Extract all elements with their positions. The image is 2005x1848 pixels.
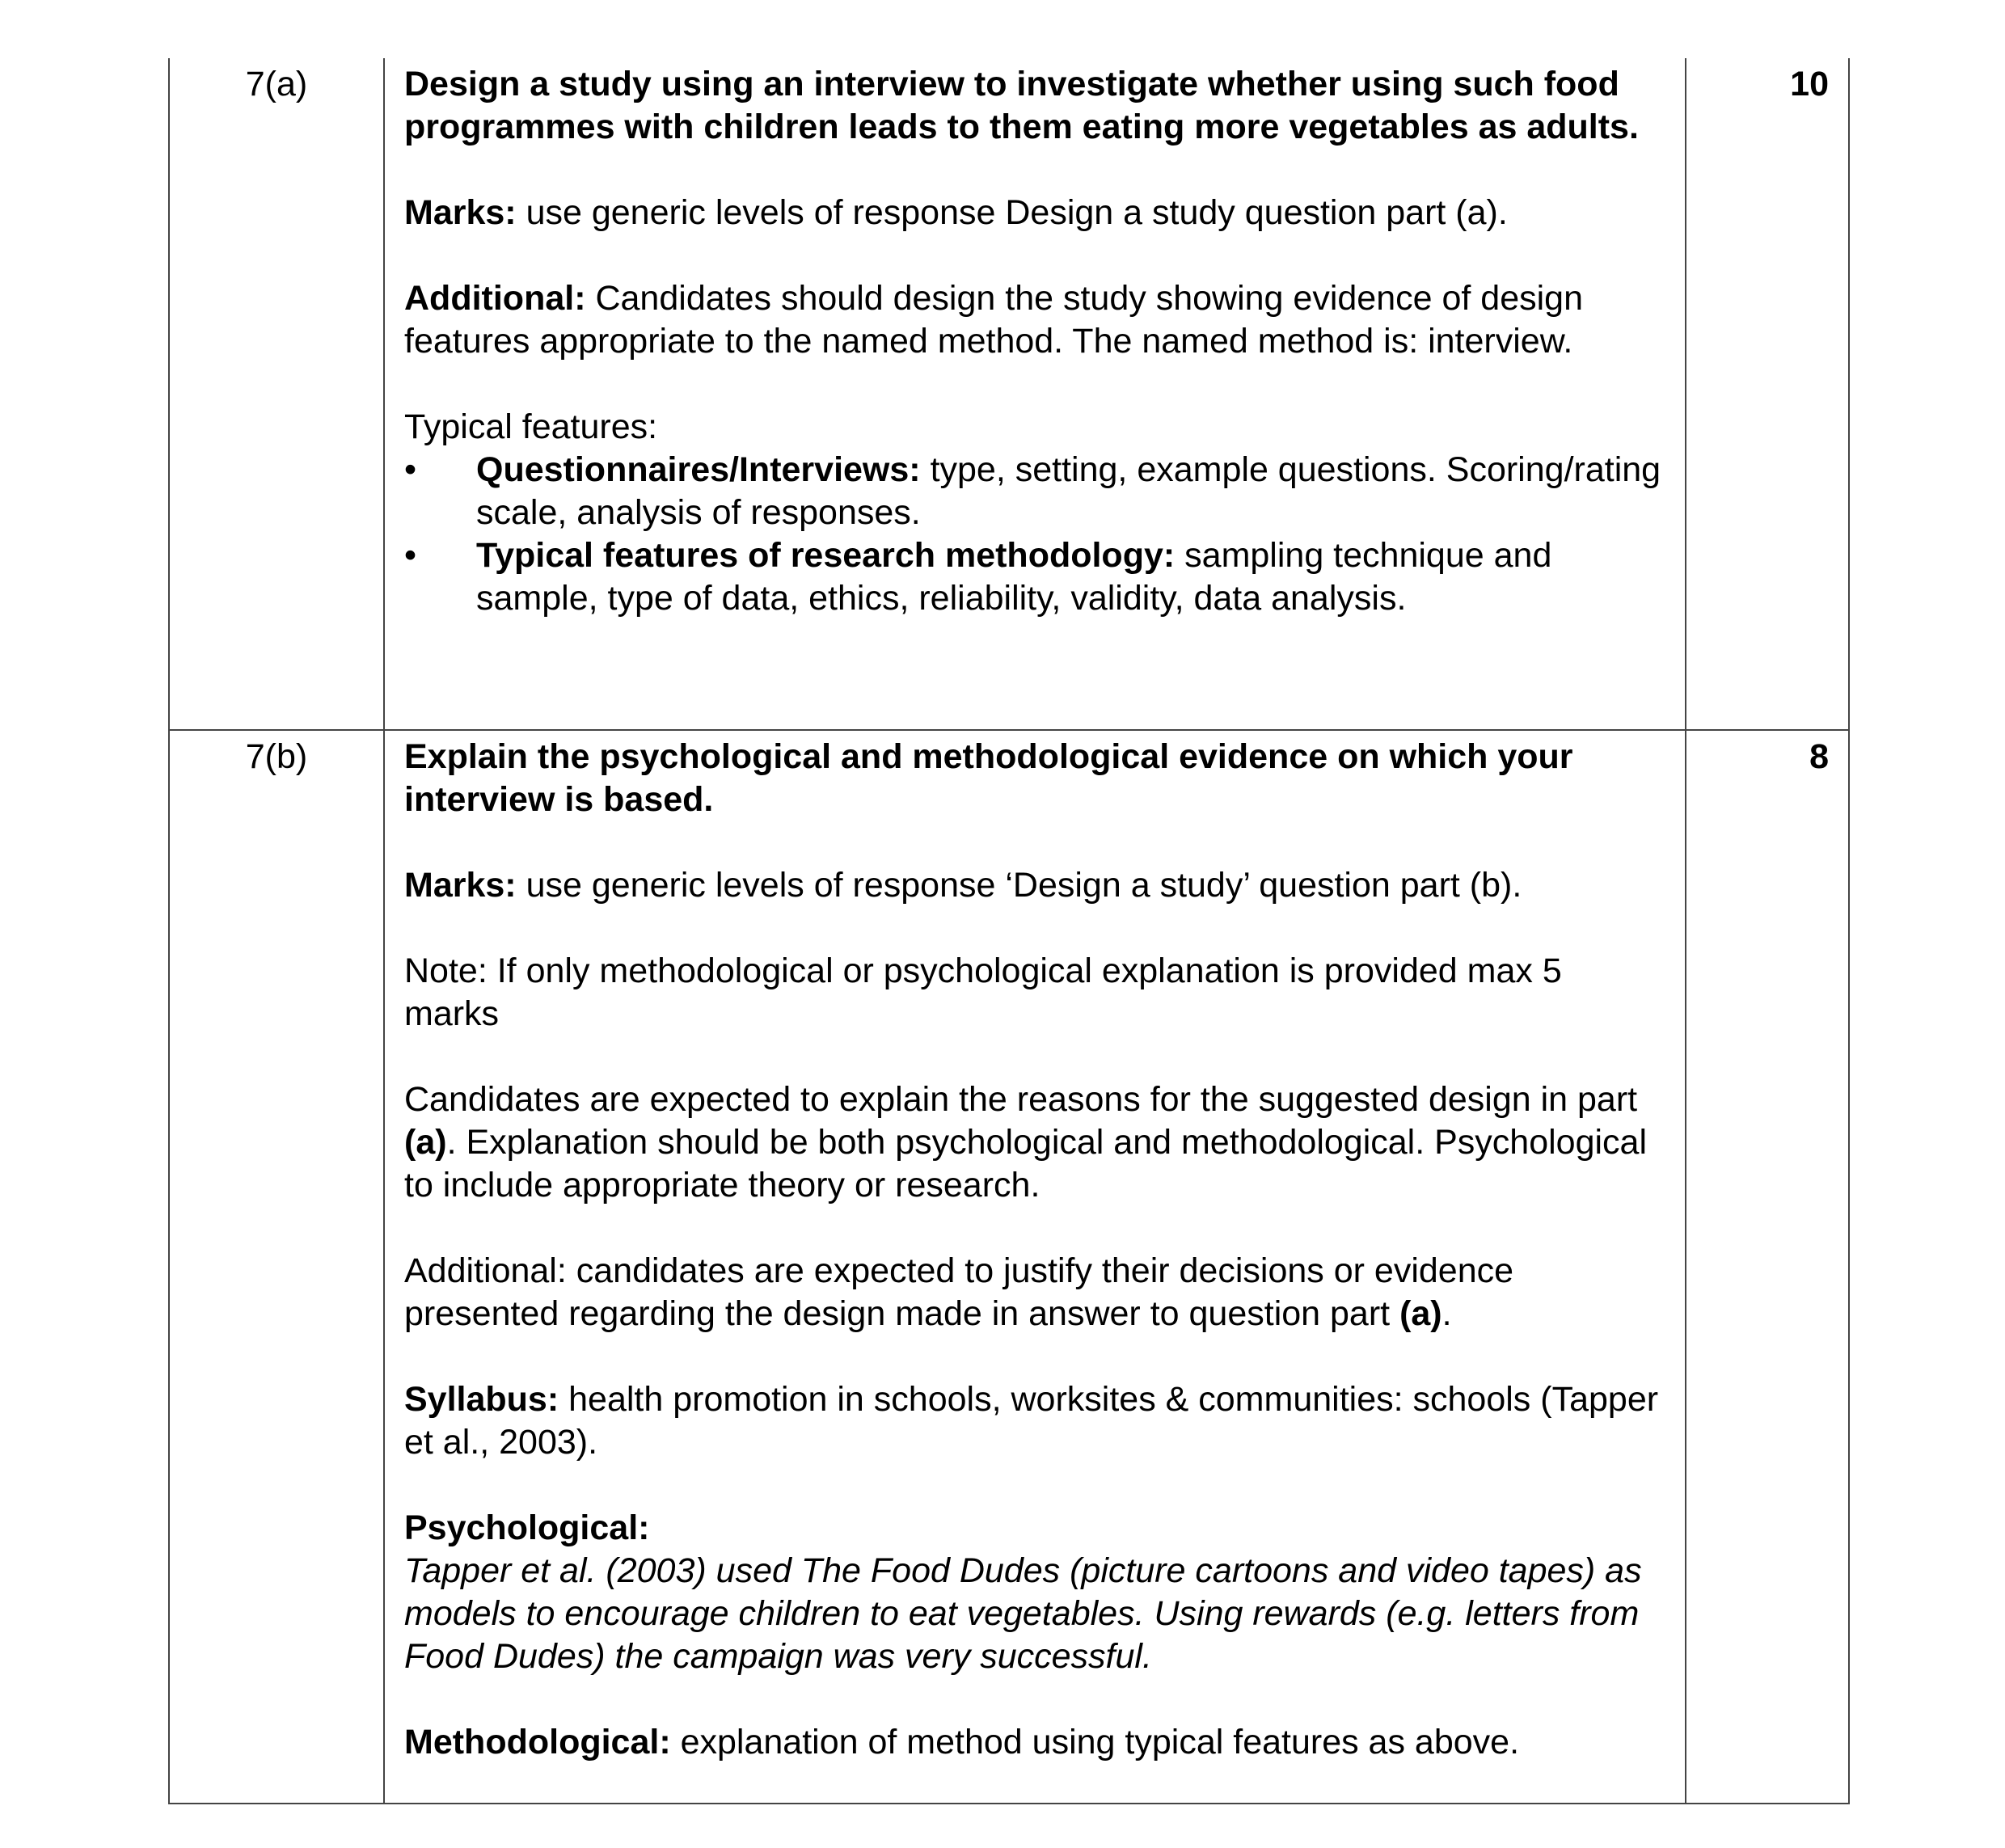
marks-text: use generic levels of response ‘Design a study’ question part (b). bbox=[516, 866, 1522, 905]
psychological-label: Psychological: bbox=[404, 1508, 650, 1547]
table-row-7a bbox=[169, 58, 1849, 730]
question-prompt: Explain the psychological and methodological evidence on which your interview is based. bbox=[404, 737, 1573, 819]
expected-part-ref: (a) bbox=[404, 1123, 447, 1162]
marks-note bbox=[404, 864, 1665, 907]
question-number: 7(a) bbox=[169, 58, 384, 730]
max-marks-note: Note: If only methodological or psychological explanation is provided max 5 marks bbox=[404, 951, 1562, 1033]
syllabus-label: Syllabus: bbox=[404, 1380, 559, 1419]
marks-label: Marks: bbox=[404, 193, 517, 232]
additional-note bbox=[404, 277, 1665, 363]
additional-label: Additional: bbox=[404, 279, 586, 318]
typical-features-list bbox=[404, 449, 1665, 620]
additional-pre: Additional: candidates are expected to justify their decisions or evidence presented regarding the design made in answer to question part bbox=[404, 1251, 1514, 1333]
list-item bbox=[404, 534, 1665, 620]
methodological-label: Methodological: bbox=[404, 1723, 671, 1762]
marks-label: Marks: bbox=[404, 866, 517, 905]
question-number: 7(b) bbox=[169, 730, 384, 1804]
additional-text: Candidates should design the study showing evidence of design features appropriate to the named method. The named method is: interview. bbox=[404, 279, 1584, 361]
table-row-7b bbox=[169, 730, 1849, 1804]
marks-value: 8 bbox=[1686, 730, 1849, 1804]
bullet-text: type, setting, example questions. Scoring/rating scale, analysis of responses. bbox=[476, 450, 1661, 532]
additional-post: . bbox=[1441, 1294, 1452, 1333]
answer-cell bbox=[384, 730, 1686, 1804]
list-item bbox=[404, 449, 1665, 534]
expected-post: . Explanation should be both psychological and methodological. Psychological to include appropriate theory or research. bbox=[404, 1123, 1648, 1205]
bullet-icon: • bbox=[404, 450, 417, 489]
answer-cell bbox=[384, 58, 1686, 730]
expected-paragraph bbox=[404, 1078, 1665, 1207]
marks-note bbox=[404, 192, 1665, 234]
methodological-text: explanation of method using typical features as above. bbox=[670, 1723, 1520, 1762]
bullet-text: sampling technique and sample, type of data, ethics, reliability, validity, data analysis. bbox=[476, 536, 1552, 618]
additional-paragraph bbox=[404, 1250, 1665, 1335]
expected-pre: Candidates are expected to explain the reasons for the suggested design in part bbox=[404, 1080, 1638, 1119]
syllabus-text: health promotion in schools, worksites & communities: schools (Tapper et al., 2003). bbox=[404, 1380, 1659, 1462]
bullet-icon: • bbox=[404, 536, 417, 575]
question-prompt: Design a study using an interview to investigate whether using such food programmes with children leads to them eating more vegetables as adults. bbox=[404, 65, 1639, 146]
additional-part-ref: (a) bbox=[1399, 1294, 1442, 1333]
marks-value: 10 bbox=[1686, 58, 1849, 730]
typical-features-intro: Typical features: bbox=[404, 407, 658, 446]
methodological-paragraph bbox=[404, 1721, 1665, 1764]
bullet-label: Questionnaires/Interviews: bbox=[476, 450, 921, 489]
mark-scheme-table bbox=[168, 58, 1850, 1804]
psychological-text: Tapper et al. (2003) used The Food Dudes (picture cartoons and video tapes) as models to encourage children to eat vegetables. Using rewards (e.g. letters from Food Dudes) the campaign was very successful. bbox=[404, 1551, 1642, 1676]
marks-text: use generic levels of response Design a study question part (a). bbox=[516, 193, 1508, 232]
psychological-paragraph bbox=[404, 1507, 1665, 1678]
syllabus-paragraph bbox=[404, 1378, 1665, 1464]
bullet-label: Typical features of research methodology: bbox=[476, 536, 1176, 575]
